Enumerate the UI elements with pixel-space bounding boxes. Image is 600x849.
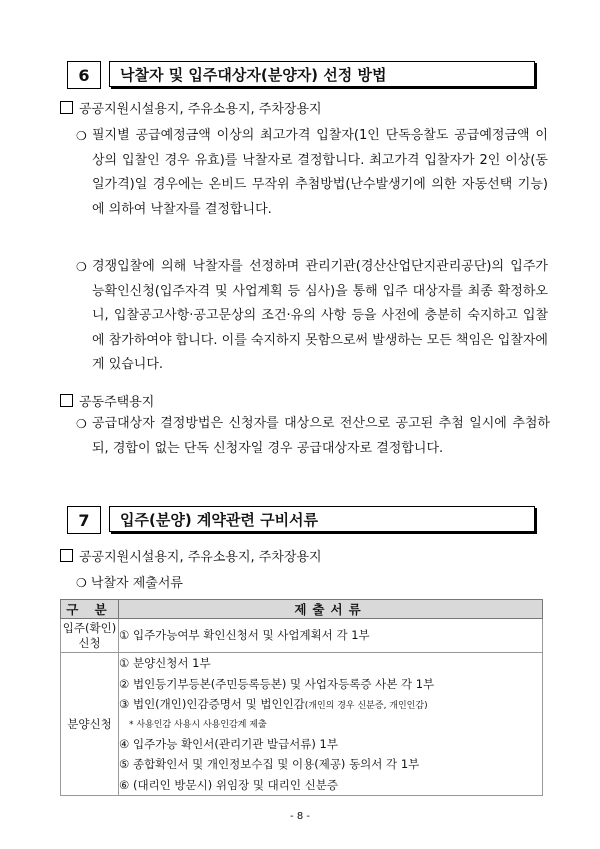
paragraph: 경쟁입찰에 의해 낙찰자를 선정하며 관리기관(경산산업단지관리공단)의 입주가능확인신청(입주자격 및 사업계획 등 심사)을 통해 입주 대상자를 최종 확정하오니, 입찰공고사항·공고문상의 조건·유의 사항 등을 사전에 충분히 숙지하고 입찰에 참가하여야 합니다. 이를 숙지하지 못함으로써 발생하는 모든 책임은 입찰자에게 있습니다.: [92, 259, 548, 372]
empty-square-icon: [60, 101, 73, 114]
document-item: ① 입주가능여부 확인신청서 및 사업계획서 각 1부: [119, 628, 370, 643]
table-header-row: [61, 600, 543, 619]
section-number: 7: [67, 506, 101, 534]
document-item: ⑤ 종합확인서 및 개인정보수집 및 이용(제공) 동의서 각 1부: [119, 757, 420, 771]
subsection-label: 공공지원시설용지, 주유소용지, 주차장용지: [79, 102, 322, 117]
paragraph: 공급대상자 결정방법은 신청자를 대상으로 전산으로 공고된 추첨 일시에 추첨하되, 경합이 없는 단독 신청자일 경우 공급대상자로 결정합니다.: [92, 416, 550, 456]
document-item: ④ 입주가능 확인서(관리기관 발급서류) 1부: [119, 736, 338, 751]
column-header-category: 구 분: [61, 600, 119, 619]
section-number: 6: [67, 61, 101, 89]
table-row: [61, 653, 543, 796]
list-item: [76, 412, 550, 486]
hollow-circle-icon: ❍: [76, 260, 87, 274]
section-7-heading: [67, 506, 537, 536]
list-item: [76, 255, 546, 377]
category-cell: 입주(확인) 신청: [61, 619, 119, 653]
subsection-heading: [60, 391, 154, 410]
documents-cell: [119, 653, 543, 796]
category-cell: 분양신청: [61, 653, 119, 796]
document-item: ② 법인등기부등본(주민등록등본) 및 사업자등록증 사본 각 1부: [119, 676, 435, 691]
empty-square-icon: [60, 549, 73, 562]
documents-table: [60, 599, 543, 796]
column-header-documents: 제출서류: [119, 600, 543, 619]
table-row: [61, 619, 543, 653]
document-item: ③ 법인(개인)인감증명서 및 법인인감(개인의 경우 신분증, 개인인감): [119, 697, 428, 711]
section-title: 입주(분양) 계약관련 구비서류: [109, 506, 535, 532]
subsection-label: 공공지원시설용지, 주유소용지, 주차장용지: [79, 550, 322, 565]
subsection-label: 공동주택용지: [79, 395, 155, 410]
circle-item-label: 낙찰자 제출서류: [90, 576, 183, 591]
subsection-heading: [60, 546, 322, 565]
paragraph: 필지별 공급예정금액 이상의 최고가격 입찰자(1인 단독응찰도 공급예정금액 이상의 입찰인 경우 유효)를 낙찰자로 결정합니다. 최고가격 입찰자가 2인 이상(동일가격)일 경우에는 온비드 무작위 추첨방법(난수발생기에 의한 자동선택 기능)에 의하여 낙찰자를 결정합니다.: [92, 128, 548, 217]
hollow-circle-icon: ❍: [76, 129, 87, 143]
hollow-circle-icon: ❍: [76, 417, 87, 431]
page-number: - 8 -: [290, 811, 310, 822]
document-item: ① 분양신청서 1부: [119, 656, 211, 670]
document-item: ⑥ (대리인 방문시) 위임장 및 대리인 신분증: [119, 777, 338, 792]
documents-cell: [119, 619, 543, 653]
section-6-heading: [67, 61, 537, 91]
list-item: [76, 124, 546, 246]
circle-item: [76, 572, 183, 591]
empty-square-icon: [60, 394, 73, 407]
hollow-circle-icon: ❍: [76, 576, 87, 590]
document-note: * 사용인감 사용시 사용인감계 제출: [129, 719, 267, 730]
section-title: 낙찰자 및 입주대상자(분양자) 선정 방법: [109, 61, 535, 87]
subsection-heading: [60, 98, 322, 117]
